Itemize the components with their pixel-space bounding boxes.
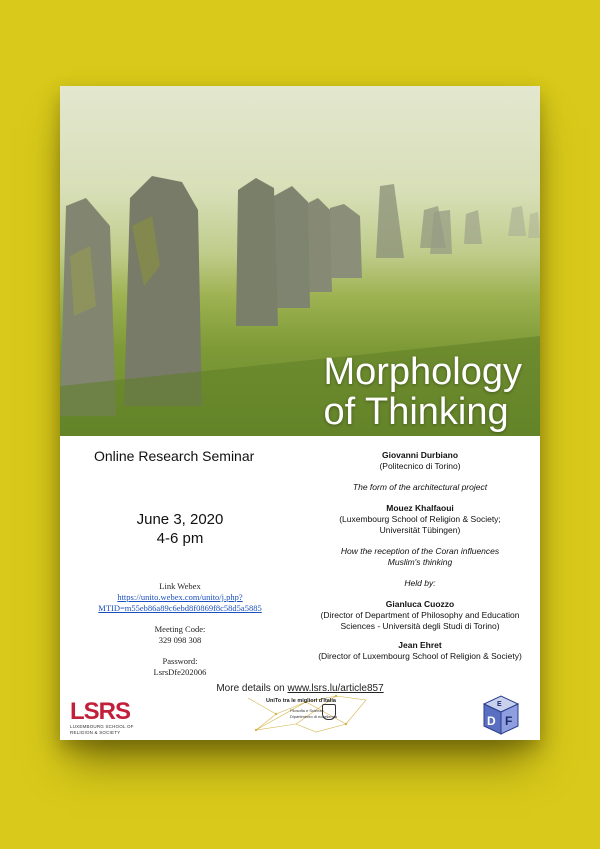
unito-text-2: Dipartimento di eccellenza xyxy=(290,714,337,719)
held-by-label: Held by: xyxy=(404,578,436,588)
unito-text-1: Filosofia e Scienze xyxy=(290,708,324,713)
title-line-2: of Thinking xyxy=(323,391,509,433)
meeting-code-label: Meeting Code: xyxy=(154,624,206,634)
details-link[interactable]: www.lsrs.lu/article857 xyxy=(287,683,384,694)
svg-text:D: D xyxy=(487,714,496,728)
webex-link-line-1[interactable]: https://unito.webex.com/unito/j.php? xyxy=(117,592,243,602)
seminar-label: Online Research Seminar xyxy=(94,448,255,464)
event-date xyxy=(60,510,300,548)
trophy-icon xyxy=(322,704,336,720)
svg-text:F: F xyxy=(505,714,513,728)
unito-excellence-logo xyxy=(246,694,368,734)
speaker-2-talk-1: How the reception of the Coran influences xyxy=(340,546,500,556)
details-prefix: More details on xyxy=(216,683,288,694)
lsrs-subtitle-2: RELIGION & SOCIETY xyxy=(70,729,121,735)
speaker-2-affiliation-2: Universität Tübingen) xyxy=(379,525,461,535)
speaker-2-name: Mouez Khalfaoui xyxy=(386,503,454,513)
event-day: June 3, 2020 xyxy=(136,511,224,528)
speaker-2-affiliation-1: (Luxembourg School of Religion & Society; xyxy=(339,514,501,524)
speaker-1-talk: The form of the architectural project xyxy=(352,482,488,492)
title-line-1: Morphology xyxy=(323,351,522,393)
lsrs-mark xyxy=(70,700,140,724)
edf-cube-logo xyxy=(478,692,524,738)
password-label: Password: xyxy=(162,656,198,666)
lsrs-subtitle-1: LUXEMBOURG SCHOOL OF xyxy=(70,724,134,729)
speaker-2-talk-2: Muslim's thinking xyxy=(387,557,453,567)
unito-top-label: UniTo tra le migliori d'Italia xyxy=(266,698,336,704)
lsrs-mark-b: RS xyxy=(98,698,131,725)
more-details xyxy=(60,683,540,694)
webex-link-line-2[interactable]: MTID=m55eb86a89c6ebd8f0869f8c58d5a5885 xyxy=(98,603,262,613)
lsrs-logo xyxy=(70,700,140,740)
lsrs-mark-a: LS xyxy=(70,698,99,725)
webex-info xyxy=(60,581,300,678)
poster-title xyxy=(323,352,522,432)
host-2-name: Jean Ehret xyxy=(398,640,442,650)
event-time: 4-6 pm xyxy=(156,530,204,547)
password-value: LsrsDfe202006 xyxy=(153,667,207,677)
webex-label: Link Webex xyxy=(159,581,201,591)
standing-stones-photo xyxy=(60,86,540,436)
host-1-name: Gianluca Cuozzo xyxy=(385,599,455,609)
svg-text:E: E xyxy=(497,701,502,708)
logo-row xyxy=(60,698,540,740)
host-2-role: (Director of Luxembourg School of Religion & Society) xyxy=(318,651,522,661)
host-1-role-2: Sciences - Università degli Studi di Torino) xyxy=(340,621,500,631)
poster xyxy=(60,86,540,740)
meeting-code: 329 098 308 xyxy=(158,635,202,645)
host-1-role-1: (Director of Department of Philosophy and Education xyxy=(320,610,520,620)
speaker-1-name: Giovanni Durbiano xyxy=(381,450,459,460)
speaker-1-affiliation: (Politecnico di Torino) xyxy=(379,461,461,471)
